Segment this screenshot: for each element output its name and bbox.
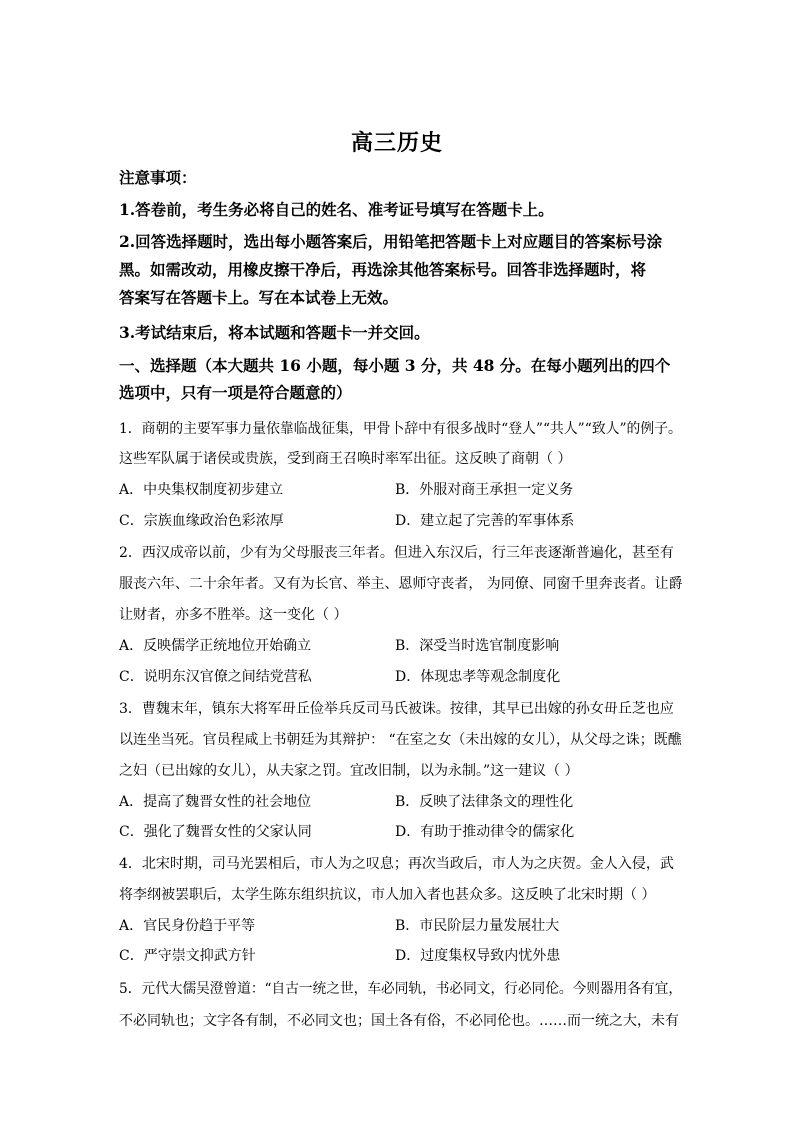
notice-item-2-line-3: 答案写在答题卡上。写在本试卷上无效。 (119, 288, 399, 307)
question-1-option-a: A．中央集权制度初步建立 (119, 482, 284, 498)
question-2-line-2: 服丧六年、二十余年者。又有为长官、举主、恩师守丧者， 为同僚、同窗千里奔丧者。让爵 (119, 576, 683, 592)
question-2-option-a: A．反映儒学正统地位开始确立 (119, 638, 312, 654)
question-2-line-3: 让财者，亦多不胜举。这一变化（ ） (119, 607, 348, 623)
question-4-line-1: 4．北宋时期，司马光罢相后，市人为之叹息；再次当政后，市人为之庆贺。金人入侵，武 (119, 856, 674, 872)
question-2-line-1: 2．西汉成帝以前，少有为父母服丧三年者。但进入东汉后，行三年丧逐渐普遍化，甚至有 (119, 545, 674, 561)
question-3-line-1: 3．曹魏末年，镇东大将军毌丘俭举兵反司马氏被诛。按律，其早已出嫁的孙女毌丘芝也应 (119, 701, 674, 717)
question-2-option-d: D．体现忠孝等观念制度化 (395, 669, 561, 685)
question-1-option-c: C．宗族血缘政治色彩浓厚 (119, 513, 284, 529)
question-2-option-c: C．说明东汉官僚之间结党营私 (119, 669, 312, 685)
question-5-line-1: 5．元代大儒吴澄曾道：“自古一统之世，车必同轨，书必同文，行必同伦。今则器用各有宜， (119, 981, 683, 997)
question-3-option-b: B．反映了法律条文的理性化 (395, 794, 574, 810)
question-4-option-c: C．严守崇文抑武方针 (119, 948, 256, 964)
question-3-option-c: C．强化了魏晋女性的父家认同 (119, 824, 312, 840)
question-1-option-b: B．外服对商王承担一定义务 (395, 482, 574, 498)
question-4-option-d: D．过度集权导致内忧外患 (395, 948, 561, 964)
notice-heading: 注意事项： (119, 168, 197, 187)
question-2-option-b: B．深受当时选官制度影响 (395, 638, 560, 654)
notice-item-1: 1.答卷前，考生务必将自己的姓名、准考证号填写在答题卡上。 (119, 200, 554, 219)
question-3-line-2: 以连坐当死。官员程咸上书朝廷为其辩护： “在室之女（未出嫁的女儿），从父母之诛；既醮 (119, 732, 682, 748)
question-3-option-d: D．有助于推动律令的儒家化 (395, 824, 575, 840)
question-1-line-1: 1．商朝的主要军事力量依靠临战征集，甲骨卜辞中有很多战时“登人”“共人”“致人”的例子。 (119, 421, 682, 437)
notice-item-2-line-1: 2.回答选择题时，选出每小题答案后，用铅笔把答题卡上对应题目的答案标号涂 (119, 232, 663, 251)
question-4-option-a: A．官民身份趋于平等 (119, 918, 256, 934)
question-3-line-3: 之妇（已出嫁的女儿），从夫家之罚。宜改旧制，以为永制。”这一建议（ ） (119, 763, 579, 779)
notice-item-3: 3.考试结束后，将本试题和答题卡一并交回。 (119, 323, 430, 342)
section-heading-line-1: 一、选择题（本大题共 16 小题，每小题 3 分，共 48 分。在每小题列出的四个 (119, 356, 671, 375)
section-heading-line-2: 选项中，只有一项是符合题意的） (119, 383, 352, 402)
question-1-option-d: D．建立起了完善的军事体系 (395, 513, 575, 529)
question-5-line-2: 不必同轨也；文字各有制，不必同文也；国土各有俗，不必同伦也。……而一统之大，未有 (119, 1013, 679, 1029)
question-4-option-b: B．市民阶层力量发展壮大 (395, 918, 560, 934)
question-4-line-2: 将李纲被罢职后，太学生陈东组织抗议，市人加入者也甚众多。这反映了北宋时期（ ） (119, 887, 656, 903)
page-title: 高三历史 (350, 130, 443, 156)
question-1-line-2: 这些军队属于诸侯或贵族，受到商王召唤时率军出征。这反映了商朝（ ） (119, 451, 572, 467)
notice-item-2-line-2: 黑。如需改动，用橡皮擦干净后，再选涂其他答案标号。回答非选择题时，将 (119, 260, 647, 279)
question-3-option-a: A．提高了魏晋女性的社会地位 (119, 794, 312, 810)
